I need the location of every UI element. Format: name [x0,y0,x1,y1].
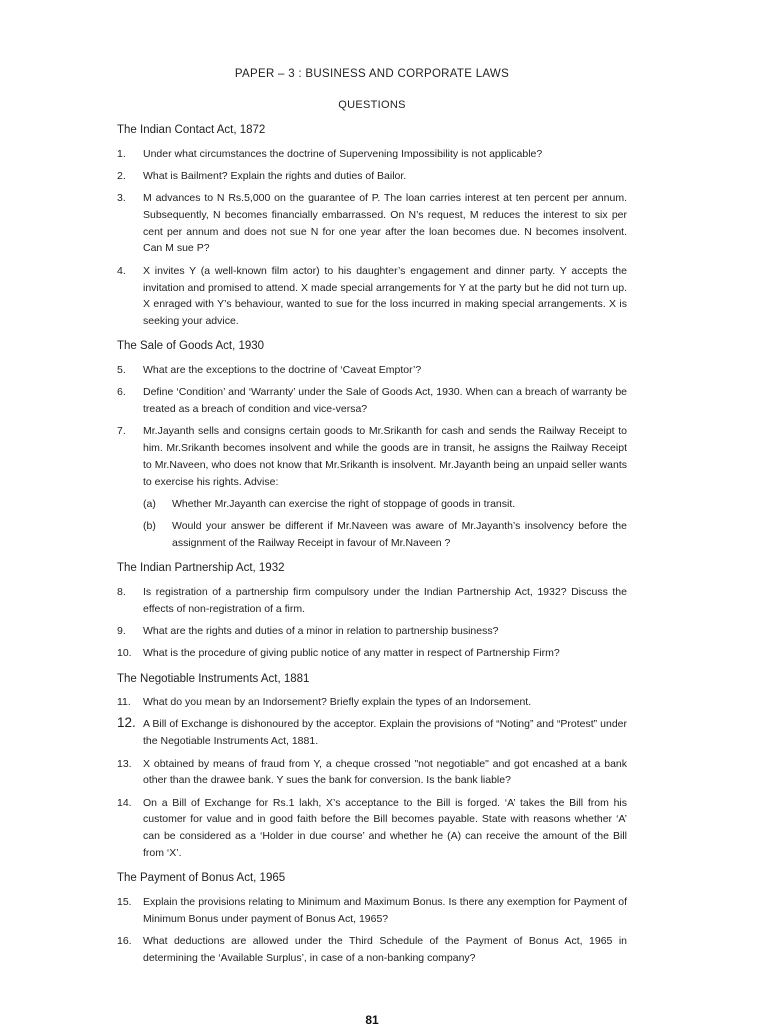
question-2 [117,168,627,185]
question-14 [117,795,627,862]
section-heading: The Sale of Goods Act, 1930 [117,340,265,353]
section-2 [117,339,627,551]
question-number: 4. [117,264,126,277]
section-1 [117,123,627,330]
question-11 [117,694,627,711]
subitem-text: Would your answer be different if Mr.Naveen was aware of Mr.Jayanth’s insolvency before the assignment of the Railway Receipt in favour of Mr.Naveen ? [172,520,627,550]
section-3 [117,561,627,662]
subitem-a [143,496,627,513]
question-number: 6. [117,386,126,399]
question-12 [117,716,627,750]
question-number: 8. [117,585,126,598]
question-number: 2. [117,169,126,182]
question-3 [117,190,627,257]
question-text: What is the procedure of giving public notice of any matter in respect of Partnership Firm? [143,647,560,660]
question-8 [117,584,627,618]
question-10 [117,645,627,662]
section-heading: The Payment of Bonus Act, 1965 [117,872,286,885]
question-text: Define ‘Condition’ and ‘Warranty’ under the Sale of Goods Act, 1930. When can a breach of warranty be treated as a breach of condition and vice-versa? [143,386,627,416]
subitem-b [143,518,627,552]
question-number: 3. [117,192,126,205]
question-text: What are the exceptions to the doctrine of ‘Caveat Emptor’? [143,363,422,376]
question-13 [117,756,627,790]
question-number: 11. [117,696,131,709]
question-number: 15. [117,895,132,908]
question-text: What are the rights and duties of a minor in relation to partnership business? [143,625,499,638]
question-text: On a Bill of Exchange for Rs.1 lakh, X’s acceptance to the Bill is forged. ‘A’ takes the Bill from his customer for value and in good faith before the Bill becomes payable. State with reasons whether ‘A’ can be considered as a ‘Holder in due course’ and whether he (A) can receive the amount of the Bill from ‘X’. [143,796,627,859]
subitem-label: (a) [143,498,156,511]
question-number: 10. [117,647,132,660]
question-number: 7. [117,425,126,438]
question-number: 12. [117,715,136,731]
section-4 [117,672,627,862]
section-heading: The Indian Partnership Act, 1932 [117,562,285,575]
paper-title: PAPER – 3 : BUSINESS AND CORPORATE LAWS [234,68,510,80]
section-5 [117,871,627,966]
question-4 [117,263,627,330]
question-text: Is registration of a partnership firm compulsory under the Indian Partnership Act, 1932? Discuss the effects of non-registration of a firm. [143,585,627,615]
question-6 [117,384,627,418]
question-text: X invites Y (a well-known film actor) to his daughter’s engagement and dinner party. Y accepts the invitation and promised to attend. X made special arrangements for Y at the party but he did not turn up. X enraged with Y’s behaviour, wanted to sue for the loss incurred in making special arrangements. X is seeking your advice. [143,264,627,328]
subitem-text: Whether Mr.Jayanth can exercise the right of stoppage of goods in transit. [172,498,516,511]
question-text: What is Bailment? Explain the rights and duties of Bailor. [143,169,407,182]
question-text: A Bill of Exchange is dishonoured by the acceptor. Explain the provisions of “Noting” and “Protest” under the Negotiable Instruments Act, 1881. [143,718,627,748]
section-heading: The Indian Contact Act, 1872 [117,124,266,136]
question-number: 16. [117,934,132,947]
question-number: 13. [117,757,132,770]
question-text: Under what circumstances the doctrine of Supervening Impossibility is not applicable? [143,147,543,160]
question-5 [117,362,627,379]
section-heading: The Negotiable Instruments Act, 1881 [117,672,310,685]
questions-heading: QUESTIONS [338,99,406,111]
question-number: 1. [117,147,126,160]
question-9 [117,623,627,640]
question-number: 5. [117,363,126,376]
question-text: Explain the provisions relating to Minimum and Maximum Bonus. Is there any exemption for Payment of Minimum Bonus under payment of Bonus Act, 1965? [143,895,627,925]
question-number: 9. [117,625,126,638]
question-text: Mr.Jayanth sells and consigns certain goods to Mr.Srikanth for cash and sends the Railway Receipt to him. Mr.Srikanth becomes insolvent and while the goods are in transit, he assigns the Railway Receipt to Mr.Naveen, who does not know that Mr.Srikanth is insolvent. Mr.Jayanth being an unpaid seller wants to exercise his rights. Advise: [143,425,627,488]
subitem-label: (b) [143,520,156,533]
question-text: X obtained by means of fraud from Y, a cheque crossed "not negotiable" and got encashed at a bank other than the drawee bank. Y sues the bank for conversion. Is the bank liable? [143,757,627,787]
question-15 [117,894,627,928]
question-7 [117,423,627,490]
question-text: What do you mean by an Indorsement? Briefly explain the types of an Indorsement. [143,696,532,709]
question-text: M advances to N Rs.5,000 on the guarantee of P. The loan carries interest at ten percent per annum. Subsequently, N becomes financially embarrassed. On N’s request, M reduces the interest to six per cent per annum and does not sue N for one year after the loan becomes due. N becomes insolvent. Can M sue P? [143,192,627,255]
page-number: 81 [365,1013,379,1027]
question-text: What deductions are allowed under the Third Schedule of the Payment of Bonus Act, 1965 in determining the ‘Available Surplus’, in case of a non-banking company? [143,934,627,964]
question-16 [117,933,627,967]
question-number: 14. [117,796,132,809]
question-sections [117,123,627,966]
question-1 [117,146,627,163]
